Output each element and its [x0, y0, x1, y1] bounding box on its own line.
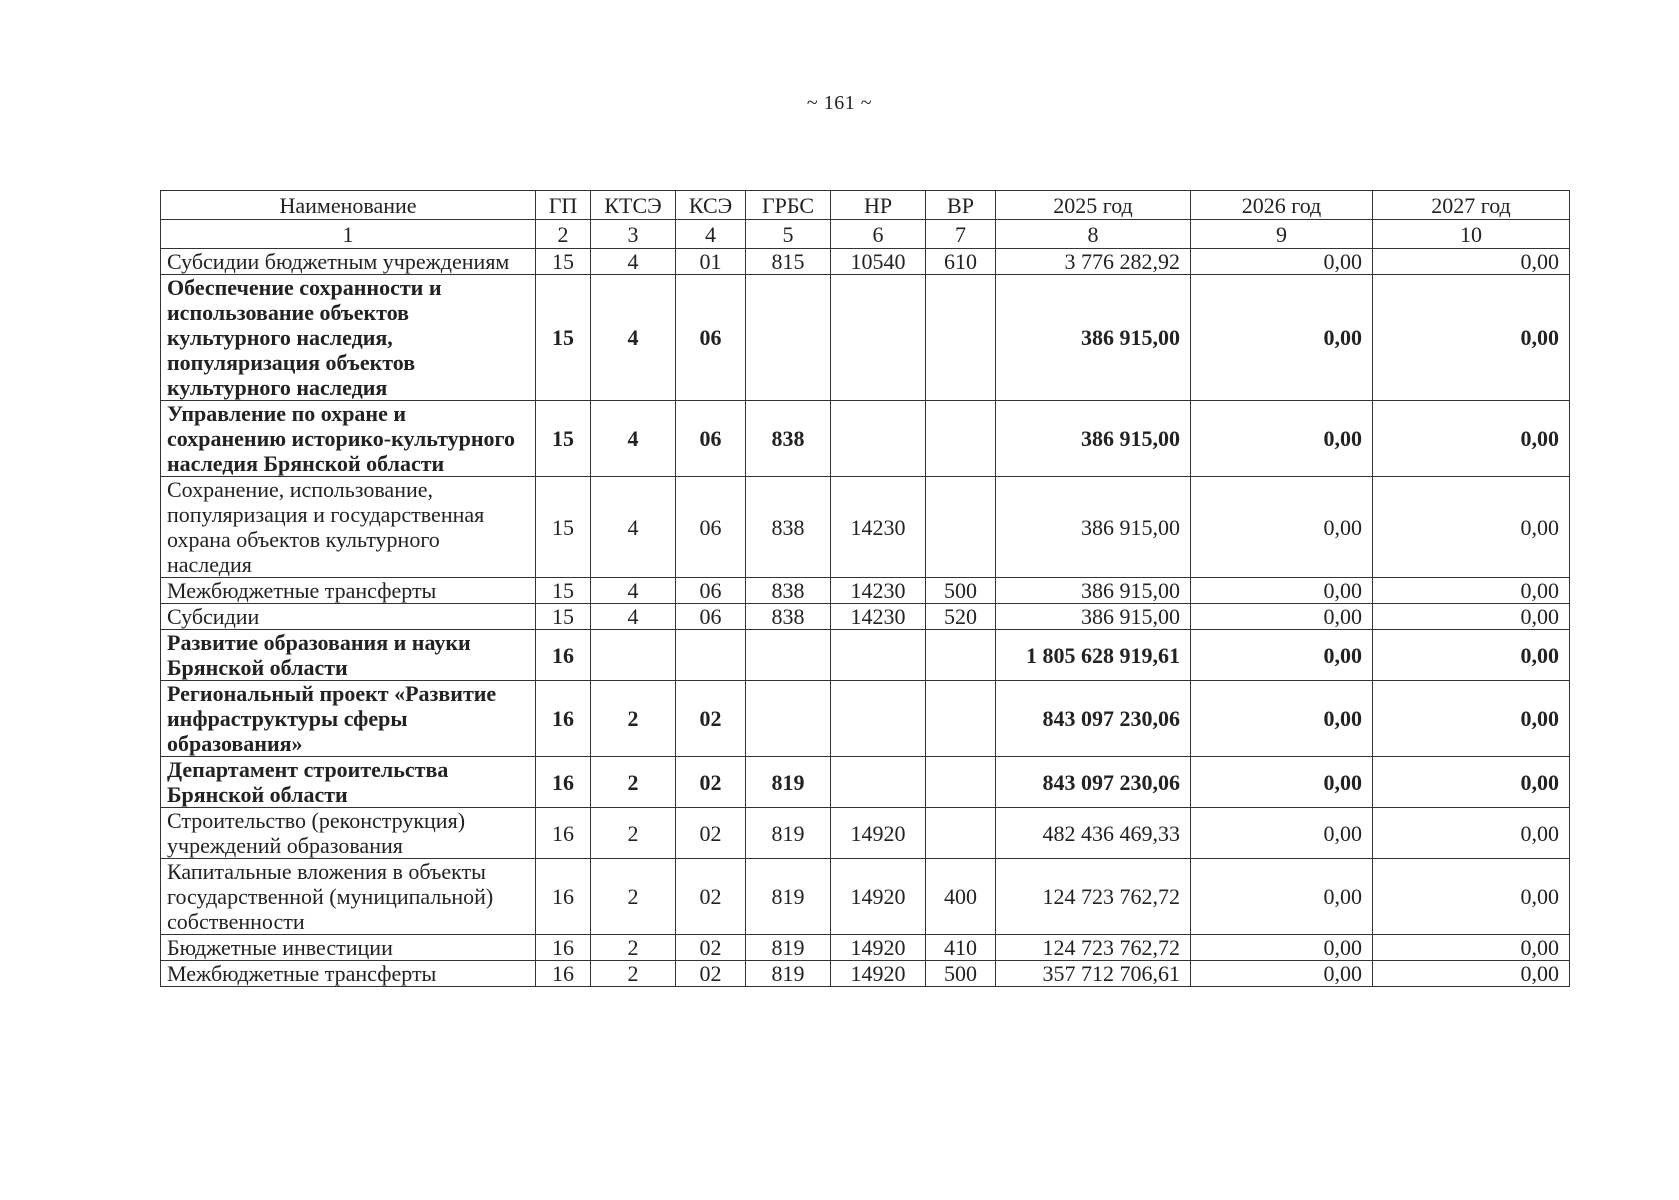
- amount-2027-cell: 0,00: [1373, 757, 1570, 808]
- nr-cell: 10540: [831, 249, 926, 275]
- nr-cell: [831, 275, 926, 401]
- row-name-cell: Обеспечение сохранности и использование объектов культурного наследия, популяризация объектов культурного наследия: [161, 275, 536, 401]
- amount-2027-cell: 0,00: [1373, 249, 1570, 275]
- nr-cell: [831, 401, 926, 477]
- amount-2025-cell: 843 097 230,06: [996, 757, 1191, 808]
- amount-2026-cell: 0,00: [1191, 935, 1373, 961]
- vr-cell: 500: [926, 578, 996, 604]
- header-vr: ВР: [926, 191, 996, 220]
- row-name-cell: Субсидии: [161, 604, 536, 630]
- column-number: 2: [536, 220, 591, 249]
- ktse-cell: 4: [591, 604, 676, 630]
- table-row: [161, 604, 1570, 630]
- amount-2027-cell: 0,00: [1373, 961, 1570, 987]
- amount-2027-cell: 0,00: [1373, 935, 1570, 961]
- table-row: [161, 859, 1570, 935]
- ktse-cell: 4: [591, 401, 676, 477]
- kse-cell: 02: [676, 808, 746, 859]
- amount-2027-cell: 0,00: [1373, 604, 1570, 630]
- gp-cell: 15: [536, 477, 591, 578]
- row-name-cell: Бюджетные инвестиции: [161, 935, 536, 961]
- vr-cell: [926, 757, 996, 808]
- amount-2026-cell: 0,00: [1191, 249, 1373, 275]
- table-row: [161, 681, 1570, 757]
- gp-cell: 16: [536, 859, 591, 935]
- kse-cell: 02: [676, 961, 746, 987]
- ktse-cell: 4: [591, 477, 676, 578]
- column-number: 4: [676, 220, 746, 249]
- grbs-cell: 819: [746, 757, 831, 808]
- row-name-cell: Развитие образования и науки Брянской области: [161, 630, 536, 681]
- vr-cell: 610: [926, 249, 996, 275]
- amount-2027-cell: 0,00: [1373, 630, 1570, 681]
- column-number: 3: [591, 220, 676, 249]
- kse-cell: 06: [676, 604, 746, 630]
- gp-cell: 16: [536, 630, 591, 681]
- header-gp: ГП: [536, 191, 591, 220]
- grbs-cell: 819: [746, 935, 831, 961]
- amount-2027-cell: 0,00: [1373, 859, 1570, 935]
- kse-cell: 06: [676, 401, 746, 477]
- ktse-cell: 2: [591, 681, 676, 757]
- gp-cell: 16: [536, 961, 591, 987]
- vr-cell: [926, 681, 996, 757]
- ktse-cell: 2: [591, 757, 676, 808]
- vr-cell: [926, 275, 996, 401]
- kse-cell: 01: [676, 249, 746, 275]
- nr-cell: 14230: [831, 604, 926, 630]
- gp-cell: 16: [536, 757, 591, 808]
- kse-cell: 02: [676, 757, 746, 808]
- row-name-cell: Капитальные вложения в объекты государственной (муниципальной) собственности: [161, 859, 536, 935]
- gp-cell: 15: [536, 401, 591, 477]
- ktse-cell: 4: [591, 249, 676, 275]
- amount-2026-cell: 0,00: [1191, 275, 1373, 401]
- grbs-cell: [746, 275, 831, 401]
- column-number: 7: [926, 220, 996, 249]
- column-number: 9: [1191, 220, 1373, 249]
- column-number: 1: [161, 220, 536, 249]
- kse-cell: [676, 630, 746, 681]
- amount-2026-cell: 0,00: [1191, 757, 1373, 808]
- grbs-cell: [746, 630, 831, 681]
- amount-2026-cell: 0,00: [1191, 961, 1373, 987]
- row-name-cell: Межбюджетные трансферты: [161, 578, 536, 604]
- amount-2027-cell: 0,00: [1373, 401, 1570, 477]
- column-number: 5: [746, 220, 831, 249]
- column-number: 8: [996, 220, 1191, 249]
- kse-cell: 06: [676, 275, 746, 401]
- header-2027: 2027 год: [1373, 191, 1570, 220]
- ktse-cell: 4: [591, 275, 676, 401]
- header-2026: 2026 год: [1191, 191, 1373, 220]
- row-name-cell: Строительство (реконструкция) учреждений образования: [161, 808, 536, 859]
- amount-2027-cell: 0,00: [1373, 477, 1570, 578]
- table-row: [161, 401, 1570, 477]
- header-row: [161, 191, 1570, 220]
- amount-2026-cell: 0,00: [1191, 604, 1373, 630]
- row-name-cell: Сохранение, использование, популяризация и государственная охрана объектов культурного наследия: [161, 477, 536, 578]
- amount-2025-cell: 124 723 762,72: [996, 935, 1191, 961]
- gp-cell: 15: [536, 604, 591, 630]
- ktse-cell: 2: [591, 808, 676, 859]
- amount-2026-cell: 0,00: [1191, 477, 1373, 578]
- row-name-cell: Департамент строительства Брянской области: [161, 757, 536, 808]
- row-name-cell: Субсидии бюджетным учреждениям: [161, 249, 536, 275]
- kse-cell: 02: [676, 935, 746, 961]
- vr-cell: [926, 808, 996, 859]
- gp-cell: 16: [536, 681, 591, 757]
- amount-2026-cell: 0,00: [1191, 630, 1373, 681]
- grbs-cell: 819: [746, 859, 831, 935]
- amount-2025-cell: 386 915,00: [996, 578, 1191, 604]
- grbs-cell: [746, 681, 831, 757]
- nr-cell: [831, 630, 926, 681]
- table-row: [161, 808, 1570, 859]
- amount-2025-cell: 3 776 282,92: [996, 249, 1191, 275]
- vr-cell: [926, 630, 996, 681]
- amount-2025-cell: 843 097 230,06: [996, 681, 1191, 757]
- ktse-cell: 2: [591, 859, 676, 935]
- vr-cell: 520: [926, 604, 996, 630]
- amount-2027-cell: 0,00: [1373, 275, 1570, 401]
- table-row: [161, 477, 1570, 578]
- gp-cell: 15: [536, 275, 591, 401]
- gp-cell: 15: [536, 249, 591, 275]
- ktse-cell: 2: [591, 961, 676, 987]
- nr-cell: [831, 757, 926, 808]
- column-number: 6: [831, 220, 926, 249]
- table-row: [161, 630, 1570, 681]
- amount-2025-cell: 386 915,00: [996, 275, 1191, 401]
- amount-2026-cell: 0,00: [1191, 859, 1373, 935]
- grbs-cell: 838: [746, 477, 831, 578]
- grbs-cell: 838: [746, 401, 831, 477]
- amount-2025-cell: 386 915,00: [996, 604, 1191, 630]
- grbs-cell: 838: [746, 578, 831, 604]
- header-2025: 2025 год: [996, 191, 1191, 220]
- vr-cell: [926, 401, 996, 477]
- row-name-cell: Управление по охране и сохранению историко-культурного наследия Брянской области: [161, 401, 536, 477]
- amount-2027-cell: 0,00: [1373, 808, 1570, 859]
- table-row: [161, 578, 1570, 604]
- amount-2025-cell: 357 712 706,61: [996, 961, 1191, 987]
- header-grbs: ГРБС: [746, 191, 831, 220]
- ktse-cell: [591, 630, 676, 681]
- nr-cell: 14920: [831, 961, 926, 987]
- gp-cell: 16: [536, 935, 591, 961]
- nr-cell: [831, 681, 926, 757]
- nr-cell: 14920: [831, 859, 926, 935]
- nr-cell: 14920: [831, 808, 926, 859]
- grbs-cell: 838: [746, 604, 831, 630]
- vr-cell: 410: [926, 935, 996, 961]
- kse-cell: 06: [676, 477, 746, 578]
- amount-2026-cell: 0,00: [1191, 578, 1373, 604]
- budget-table: [160, 190, 1570, 987]
- kse-cell: 02: [676, 859, 746, 935]
- amount-2026-cell: 0,00: [1191, 401, 1373, 477]
- column-number: 10: [1373, 220, 1570, 249]
- amount-2025-cell: 1 805 628 919,61: [996, 630, 1191, 681]
- table-row: [161, 961, 1570, 987]
- grbs-cell: 819: [746, 961, 831, 987]
- nr-cell: 14920: [831, 935, 926, 961]
- table-row: [161, 275, 1570, 401]
- vr-cell: [926, 477, 996, 578]
- grbs-cell: 815: [746, 249, 831, 275]
- amount-2025-cell: 386 915,00: [996, 401, 1191, 477]
- grbs-cell: 819: [746, 808, 831, 859]
- ktse-cell: 4: [591, 578, 676, 604]
- kse-cell: 02: [676, 681, 746, 757]
- amount-2026-cell: 0,00: [1191, 808, 1373, 859]
- amount-2026-cell: 0,00: [1191, 681, 1373, 757]
- header-name: Наименование: [161, 191, 536, 220]
- amount-2027-cell: 0,00: [1373, 578, 1570, 604]
- nr-cell: 14230: [831, 578, 926, 604]
- nr-cell: 14230: [831, 477, 926, 578]
- table-row: [161, 935, 1570, 961]
- kse-cell: 06: [676, 578, 746, 604]
- amount-2027-cell: 0,00: [1373, 681, 1570, 757]
- amount-2025-cell: 124 723 762,72: [996, 859, 1191, 935]
- vr-cell: 500: [926, 961, 996, 987]
- ktse-cell: 2: [591, 935, 676, 961]
- page-number: ~ 161 ~: [806, 92, 873, 114]
- header-ktse: КТСЭ: [591, 191, 676, 220]
- row-name-cell: Региональный проект «Развитие инфраструктуры сферы образования»: [161, 681, 536, 757]
- table-row: [161, 757, 1570, 808]
- gp-cell: 15: [536, 578, 591, 604]
- row-name-cell: Межбюджетные трансферты: [161, 961, 536, 987]
- vr-cell: 400: [926, 859, 996, 935]
- column-number-row: [161, 220, 1570, 249]
- gp-cell: 16: [536, 808, 591, 859]
- header-kse: КСЭ: [676, 191, 746, 220]
- amount-2025-cell: 386 915,00: [996, 477, 1191, 578]
- amount-2025-cell: 482 436 469,33: [996, 808, 1191, 859]
- header-nr: НР: [831, 191, 926, 220]
- table-row: [161, 249, 1570, 275]
